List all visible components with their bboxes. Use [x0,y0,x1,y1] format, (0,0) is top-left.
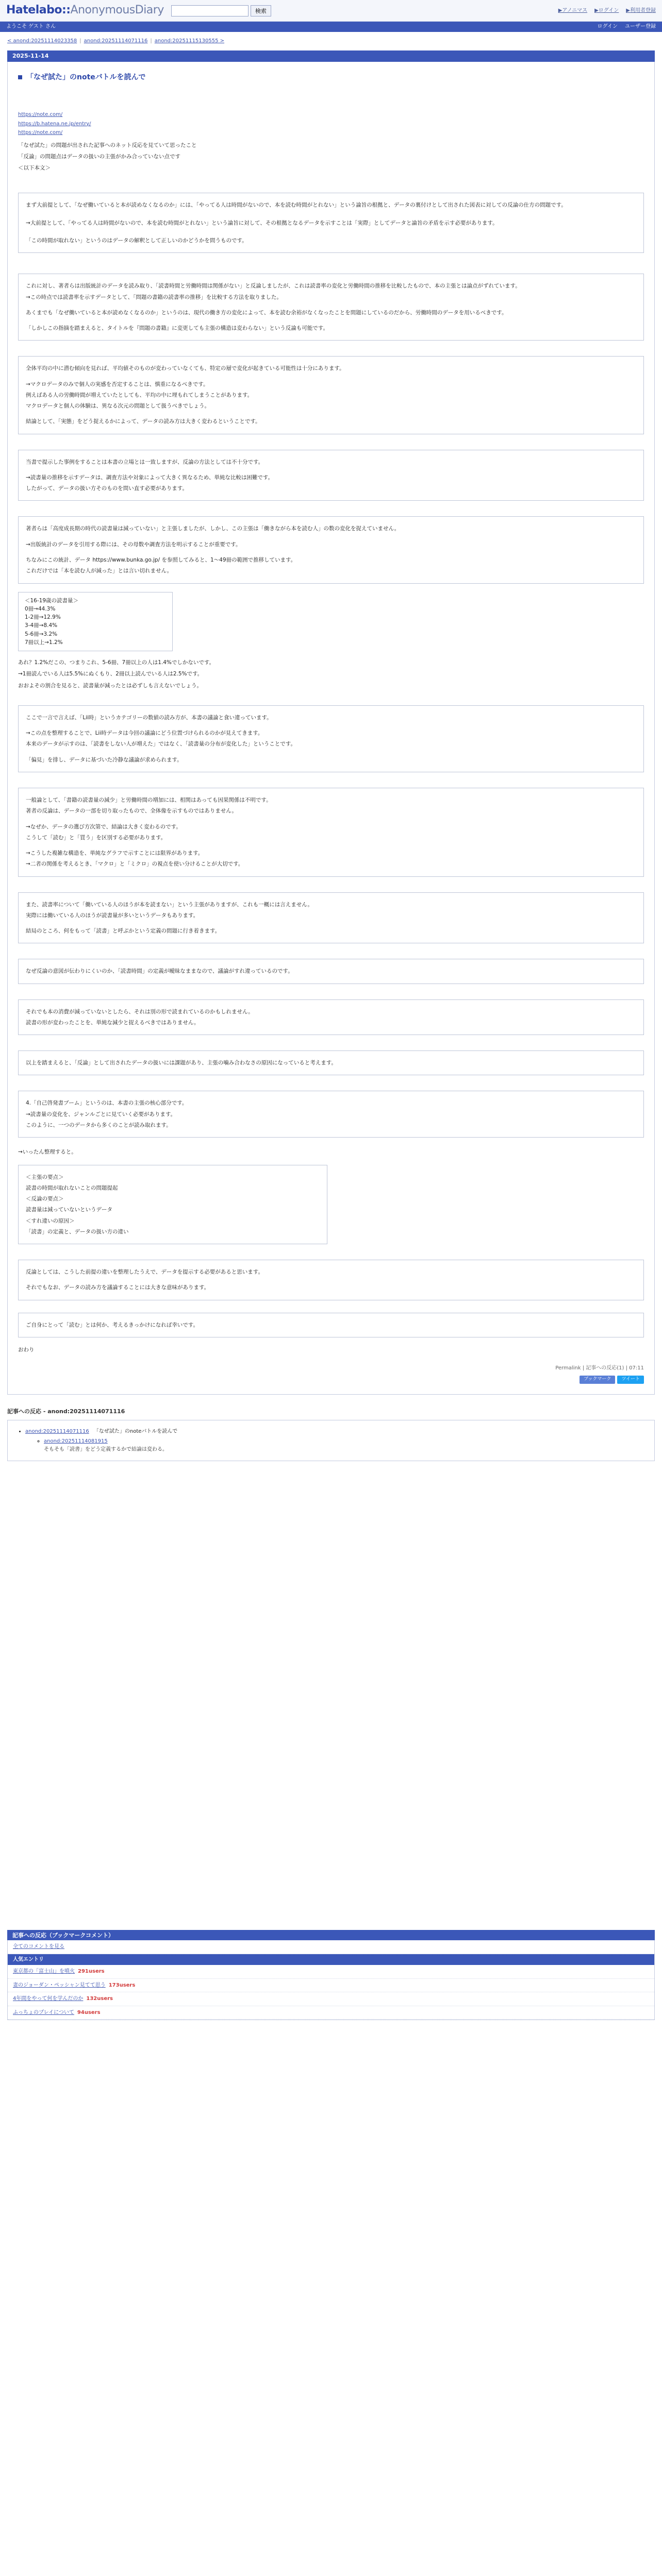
quote-box [18,516,644,583]
share-buttons [18,1376,644,1384]
logo-main: Hatelabo:: [6,4,71,17]
popular-entry[interactable] [8,1979,654,1993]
popular-entry[interactable] [8,1965,654,1979]
box-paragraph: こうして「読む」と「買う」を区別する必要があります。 [26,834,167,841]
comments-title: 記事への反応（ブックマークコメント） [7,1930,655,1940]
box-paragraph: →こうした複雑な構造を、単純なグラフで示すことには限界があります。 [26,850,204,857]
box-paragraph: 著者の反論は、データの一部を切り取ったもので、全体像を示すものではありません。 [26,808,237,815]
box-paragraph: このように、一つのデータから多くのことが読み取れます。 [26,1122,172,1128]
box-paragraph: 読書の形が変わったことを、単純な減少と捉えるべきではありません。 [26,1019,200,1026]
box-paragraph: 「偏見」を排し、データに基づいた冷静な議論が求められます。 [26,756,183,763]
box-paragraph: 「この時間が取れない」というのはデータの解釈として正しいのかどうかを問うものです。 [26,238,247,244]
popular-entry-title[interactable]: ふっちょのプレイについて [13,2009,74,2015]
ref-child-text: そもそも「読書」をどう定義するかで結論は変わる。 [44,1446,168,1452]
box-paragraph: →マクロデータのみで個人の実感を否定することは、慎重になるべきです。 [26,381,209,387]
quote-box [18,274,644,341]
box-paragraph: 本来のデータが示すのは、「読書をしない人が増えた」ではなく、「読書量の分布が変化した」ということです。 [26,741,296,748]
popular-entry-title[interactable]: 妻のジョーダン・ペッシャン見てて思う [13,1982,106,1988]
box-paragraph: 一般論として、「書籍の読書量の減少」と労働時間の増加には、相関はあっても因果関係は不明です。 [26,796,272,803]
sub-bar [0,22,662,32]
quote-box [18,788,644,877]
entry-body [7,62,655,1395]
box-paragraph: 全体平均の中に潜む傾向を見れば、平均値そのものが変わっていなくても、特定の層で変化が起きている可能性は十分にあります。 [26,365,345,372]
search-input[interactable] [171,5,249,16]
box-paragraph: ＜主張の要点＞ [26,1174,64,1180]
intro-line: 「反論」の問題点はデータの扱いの主張がかみ合っていない点です [18,153,180,160]
box-paragraph: 反論としては、こうした前提の違いを整理したうえで、データを提示する必要があると思います。 [26,1269,263,1276]
intro-line: 「なぜ試た」の問題が出された記事へのネット反応を見ていて思ったこと [18,142,197,148]
box-paragraph: →この時点では読書率を示すデータとして、「問題の書籍の読書率の推移」を比較する方法を取りました。 [26,294,282,300]
top-bar [0,0,662,22]
ref-child-link[interactable]: anond:20251114081915 [44,1438,108,1445]
quote-box [18,356,644,434]
bookmark-button[interactable]: ブックマーク [580,1376,615,1384]
box-paragraph: なぜ反論の意図が伝わりにくいのか、「読書時間」の定義が曖昧なままなので、議論がすれ違っているのです。 [26,968,293,975]
ref-child-item [44,1437,646,1453]
box-paragraph: 読書の時間が取れないことの問題提起 [26,1184,118,1191]
body-paragraph: →1冊読んでいる人は5.5%にぬくもり、2冊以上読んでいる人は2.5%です。 [18,671,203,677]
ref-item-link[interactable]: anond:20251114071116 [25,1428,89,1434]
popular-entry-users: 291users [78,1969,105,1975]
box-paragraph: ご自身にとって「読む」とは何か、考えるきっかけになれば幸いです。 [26,1321,198,1328]
quote-box [18,999,644,1036]
quote-box [18,450,644,501]
popular-entry-title[interactable]: 東京都の「富士山」を噴火 [13,1969,75,1975]
quote-box [18,1313,644,1337]
reference-links [18,111,644,137]
quote-box [18,1050,644,1075]
box-paragraph: まず大前提として、「なぜ働いていると本が読めなくなるのか」には、「やってる人は時間がないので、本を読む時間がとれない」という論旨の根拠と、データの裏付けとして出された図表に対しての反論の仕方の問題です。 [26,202,567,209]
data-list-item: 0冊→44.3% [25,605,56,612]
quote-box [18,892,644,944]
entry-date: 2025-11-14 [7,50,655,62]
box-paragraph: →大前提として、「やってる人は時間がないので、本を読む時間がとれない」という論旨に対して、その根拠となるデータを示すことは「実際」としてデータと論旨の矛盾を示す必要があります。 [26,219,498,226]
site-logo[interactable] [6,2,164,19]
box-paragraph: 「しかしこの指摘を踏まえると、タイトルを『問題の書籍』に変更しても主張の構造は変わらない」という反論も可能です。 [26,325,328,332]
data-list-item: 7冊以上→1.2% [25,639,63,646]
data-list-item: 5-6冊→3.2% [25,631,58,637]
logo-sub: AnonymousDiary [70,4,164,17]
ref-item [25,1428,646,1454]
box-paragraph: したがって、データの扱い方そのものを問い直す必要があります。 [26,485,188,492]
box-paragraph: →二者の関係を考えるとき、「マクロ」と「ミクロ」の視点を使い分けることが大切です。 [26,861,244,868]
ad-space [7,1461,655,1925]
box-paragraph: ＜反論の要点＞ [26,1196,64,1202]
entry-meta[interactable]: Permalink | 記事への反応(1) | 07:11 [555,1365,644,1371]
box-paragraph: 4.「自己啓発書ブーム」というのは、本書の主張の核心部分です。 [26,1100,188,1107]
box-paragraph: →読書量の変化を、ジャンルごとに見ていく必要があります。 [26,1111,176,1117]
body-paragraph: あれ？1.2%だこの、つまりこれ、5-6冊、7冊以上の人は1.4%でしかないです。 [18,659,215,666]
box-paragraph: ＜すれ違いの原因＞ [26,1217,75,1224]
ref-item-text: 「なぜ試た」のnoteバトルを読んで [93,1428,178,1434]
next-entry-link[interactable]: anond:20251115130555 > [154,38,225,44]
toplink-register[interactable]: ▶利用者登録 [626,7,656,13]
box-paragraph: それでもなお、データの読み方を議論することには大きな意味があります。 [26,1284,210,1291]
popular-entry-users: 173users [108,1982,136,1988]
reading-data-list [18,592,173,652]
welcome-text: ようこそ ゲスト さん [6,24,56,30]
box-paragraph: また、読書率について「働いている人のほうが本を読まない」という主張がありますが、これも一概には言えません。 [26,901,313,908]
popular-entry[interactable] [8,1992,654,2006]
quote-box [18,1260,644,1300]
box-paragraph: →なぜか、データの選び方次第で、結論は大きく変わるのです。 [26,823,181,830]
sign-off: おわり [18,1346,35,1353]
box-paragraph: これだけでは「本を読む人が減った」とは言い切れません。 [26,568,173,574]
body-paragraph: おおよその割合を見ると、読書量が減ったとは必ずしも言えないでしょう。 [18,682,202,689]
intro-line: ＜以下本文＞ [18,165,51,172]
box-paragraph: 例えばある人の労働時間が増えていたとしても、平均の中に埋もれてしまうことがあります。 [26,392,253,398]
box-paragraph: 実際には働いている人のほうが読書量が多いというデータもあります。 [26,912,199,919]
box-paragraph: マクロデータと個人の体験は、異なる次元の問題として扱うべきでしょう。 [26,403,210,410]
box-paragraph: 結論として、「実態」をどう捉えるかによって、データの読み方は大きく変わるということです。 [26,418,261,425]
box-paragraph: ちなみにこの統計、データ https://www.bunka.go.jp/ を参照してみると、1〜49冊の範囲で推移しています。 [26,557,296,563]
quote-box [18,959,644,984]
box-paragraph: 「読書」の定義と、データの扱い方の違い [26,1228,129,1235]
ref-link-3[interactable]: https://note.com/ [18,130,63,136]
data-list-item: 3-4冊→8.4% [25,622,58,629]
box-paragraph: 当書で提示した事例をすることは本書の立場とは一致しますが、反論の方法としては不十分です。 [26,459,264,465]
box-paragraph: ここで一言で言えば、「Lii時」というカテゴリーの数値の読み方が、本書の議論と食い違っています。 [26,714,272,721]
ref-link-1[interactable]: https://note.com/ [18,112,63,118]
ref-link-2[interactable]: https://b.hatena.ne.jp/entry/ [18,121,91,127]
box-paragraph: 以上を踏まえると、「反論」として出されたデータの扱いには課題があり、主張の噛み合わなさの原因になっていると考えます。 [26,1060,337,1066]
box-paragraph: →この点を整理することで、Lii時データは今回の議論にどう位置づけられるのかが見えてきます。 [26,730,263,737]
tweet-button[interactable]: ツイート [617,1376,644,1384]
summary-heading: →いったん整理すると。 [18,1149,77,1156]
data-list-title: ＜16-19歳の読書量＞ [25,597,79,604]
refs-list [7,1420,655,1462]
subbar-register[interactable]: ユーザー登録 [625,24,656,30]
summary-box [18,1165,327,1245]
box-paragraph: それでも本の消費が減っていないとしたら、それは別の形で読まれているのかもしれません。 [26,1008,254,1015]
breadcrumb: < anond:20251114023358 | anond:20251114071116 | anond:20251115130555 > [7,38,225,44]
quote-box [18,1091,644,1138]
popular-entry-title[interactable]: 4年間をやって何を学んだのか [13,1996,84,2002]
entry-title[interactable] [18,69,644,91]
all-comments-link[interactable]: 全てのコメントを見る [13,1944,64,1950]
data-list-item: 1-2冊→12.9% [25,614,61,621]
popular-entry-users: 94users [77,2009,101,2015]
refs-title: 記事への反応 - anond:20251114071116 [7,1408,125,1415]
popular-entry[interactable] [8,2006,654,2020]
current-entry-link[interactable]: anond:20251114071116 [84,38,148,44]
quote-box [18,193,644,253]
box-paragraph: あくまでも「なぜ働いていると本が読めなくなるのか」というのは、現代の働き方の変化によって、本を読む余裕がなくなったことを問題にしているのだから、労働時間のデータを用いるべきです。 [26,309,507,316]
box-paragraph: 著者らは「高度成長期の時代の読書量は減っていない」と主張しましたが、しかし、この主張は「働きながら本を読む人」の数の変化を捉えていません。 [26,526,400,532]
popular-title: 人気エントリ [8,1954,654,1965]
box-paragraph: →出版統計のデータを引用する際には、その母数や調査方法を明示することが重要です。 [26,541,241,548]
prev-entry-link[interactable]: < anond:20251114023358 [7,38,77,44]
quote-box [18,705,644,772]
toplink-login[interactable]: ▶ログイン [594,7,619,13]
search-button[interactable]: 検索 [251,5,271,16]
box-paragraph: →読書量の推移を示すデータは、調査方法や対象によって大きく異なるため、単純な比較は困難です。 [26,474,274,481]
box-paragraph: 結局のところ、何をもって「読書」と呼ぶかという定義の問題に行き着きます。 [26,928,221,935]
toplink-anonymous[interactable]: ▶アノニマス [558,7,588,13]
entry-title-text: 「なぜ試た」のnoteバトルを読んで [26,73,146,81]
title-square-icon [18,75,22,79]
top-links [558,7,656,15]
box-paragraph: 読書量は減っていないというデータ [26,1207,112,1213]
comments-list [7,1940,655,2020]
popular-entry-users: 132users [86,1996,113,2002]
subbar-login[interactable]: ログイン [597,24,618,30]
box-paragraph: これに対し、著者らは出版統計のデータを読み取り、「読書時間と労働時間は関係がない」と反論しましたが、これは読書率の変化と労働時間の推移を比較したもので、本の主張とは論点がずれています。 [26,283,521,290]
